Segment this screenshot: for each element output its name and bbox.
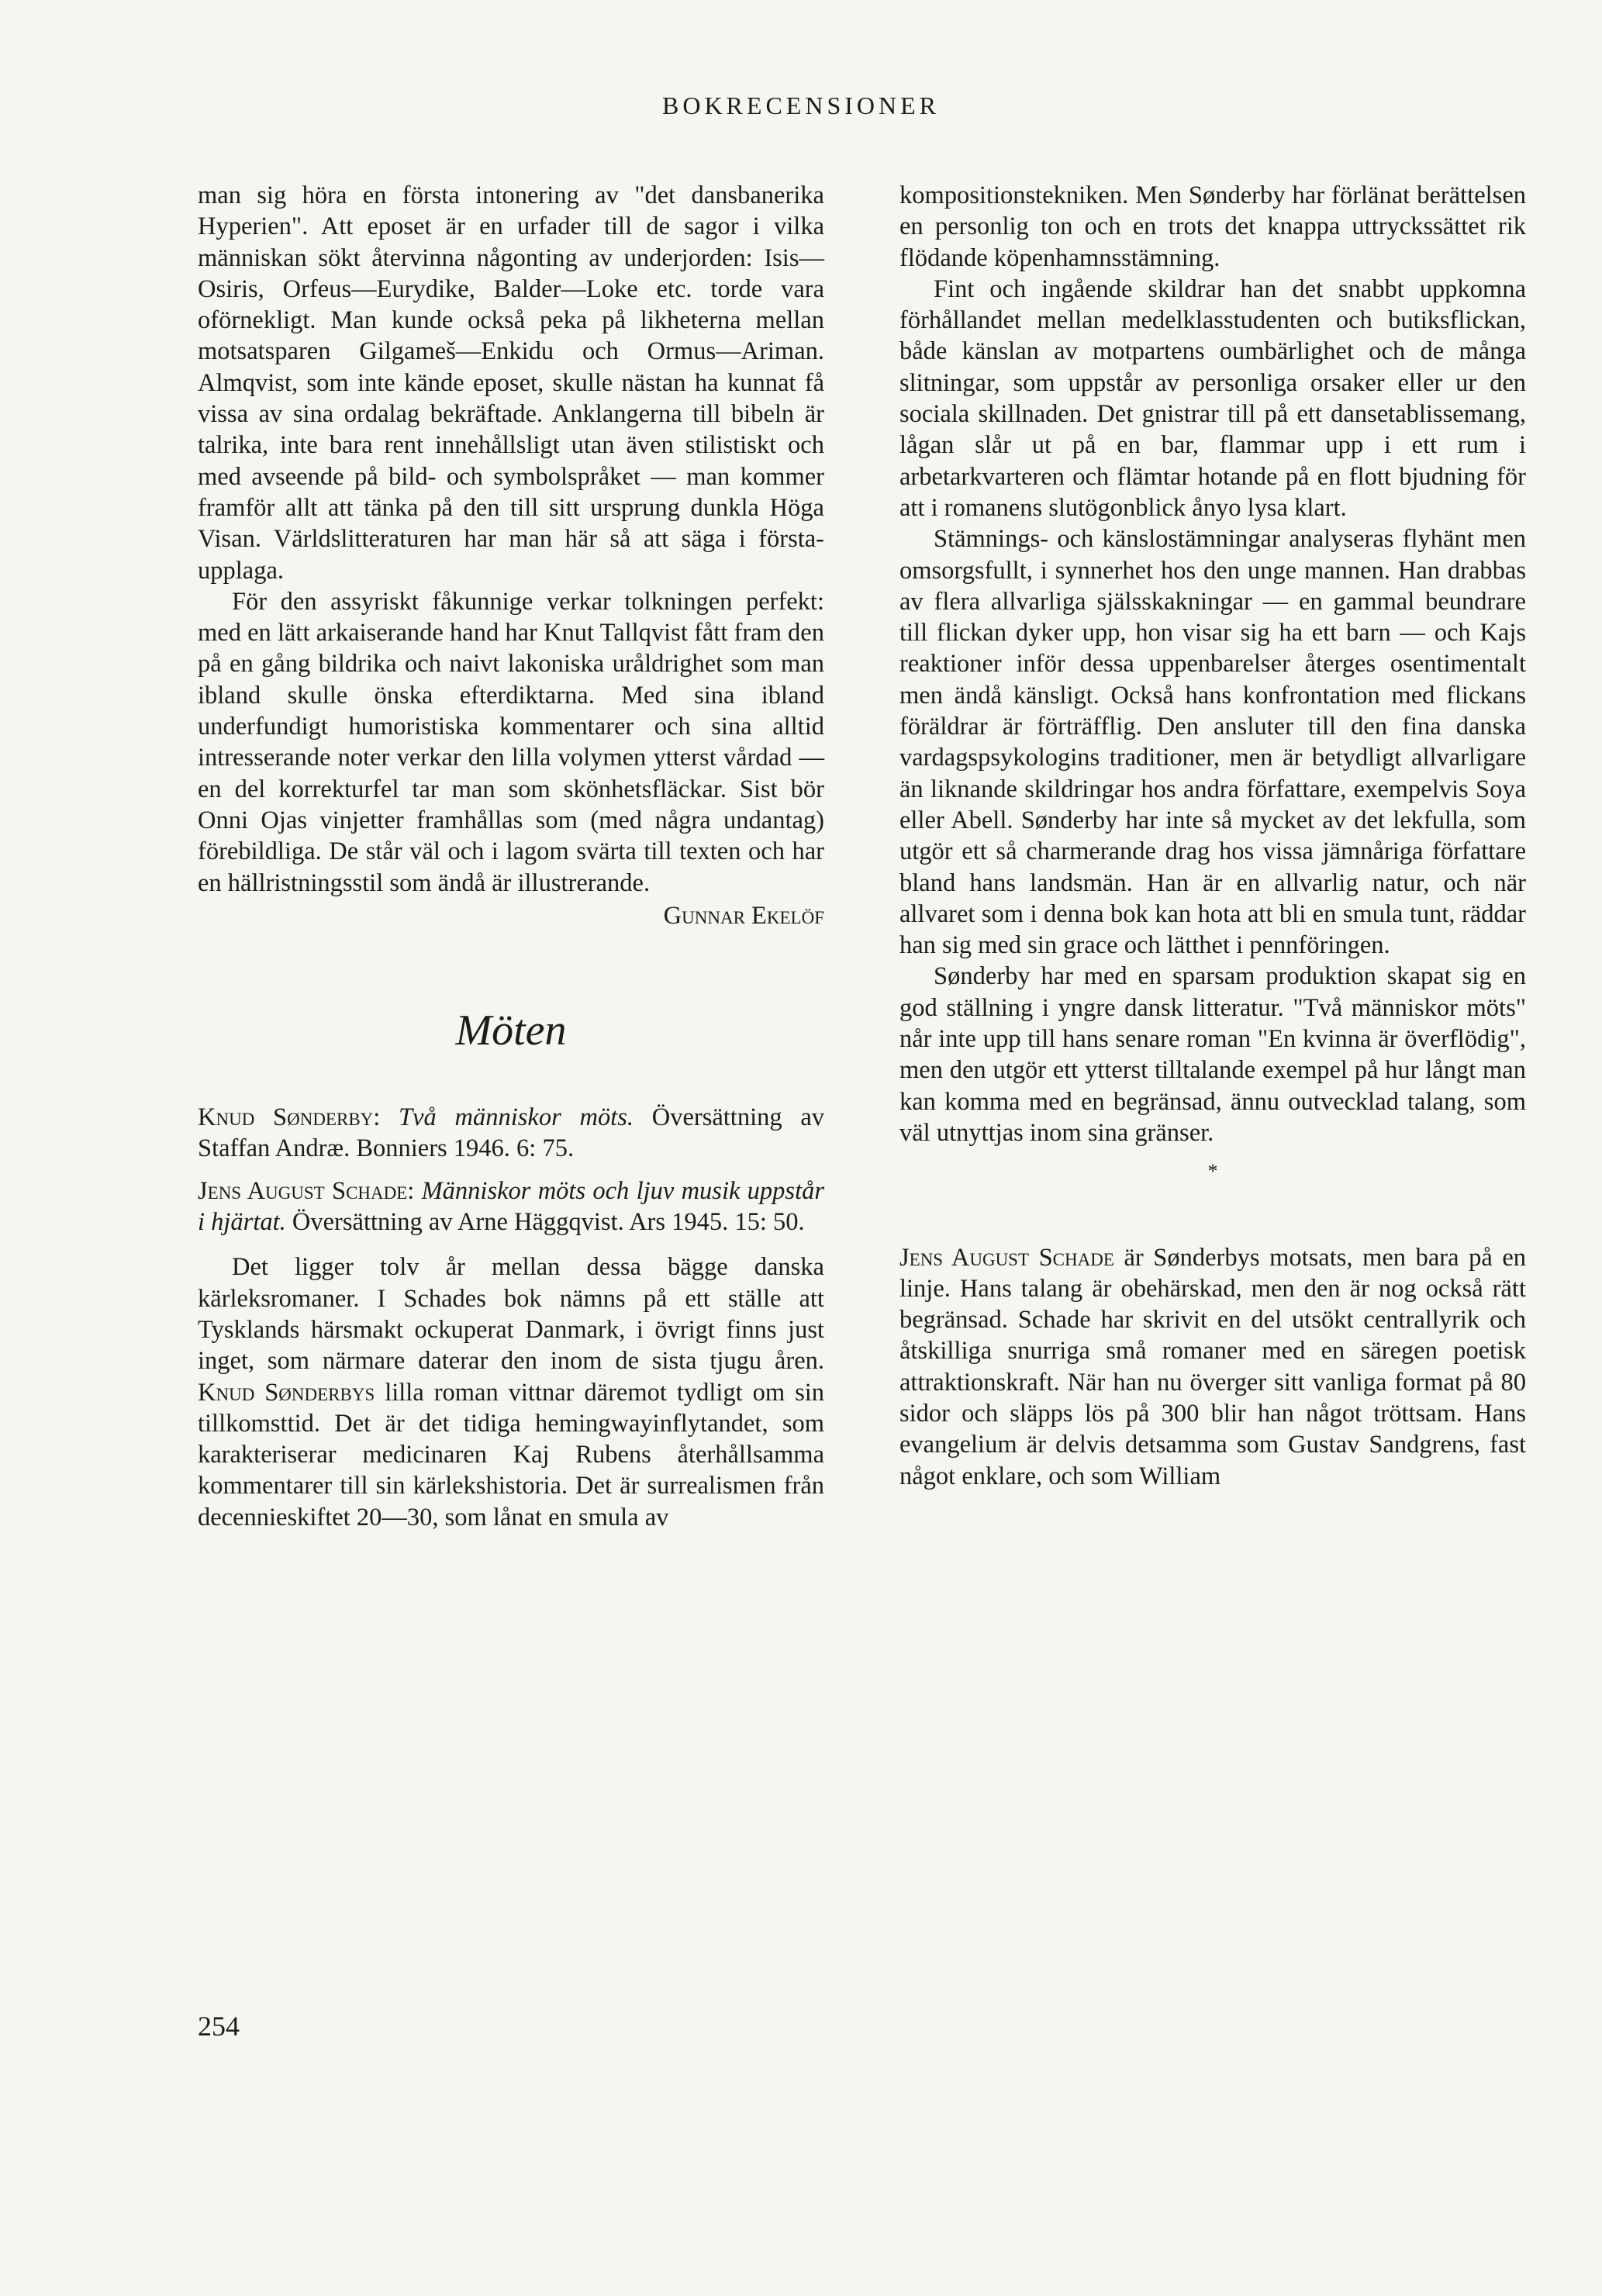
book-author: Knud Sønderby bbox=[198, 1103, 374, 1132]
reviewer-signature: Gunnar Ekelöf bbox=[663, 901, 824, 930]
review-paragraph: kompositionstekniken. Men Sønderby har förlänat berättelsen en personlig ton och en trots det knappa uttryckssättet rik flödande köpenhamnsstämning. bbox=[899, 181, 1526, 272]
review-paragraph: Fint och ingående skildrar han det snabbt uppkomna förhållandet mellan medelklasstudenten och butiksflickan, både känslan av motpartens oumbärlighet och de många slitningar, som uppstår av personliga orsaker eller ur den sociala skillnaden. Det gnistrar till på ett dansetablissemang, lågan slår ut på en bar, flammar upp i ett rum i arbetarkvarteren och flämtar hotande på en flott bjudning för att i romanens slutögonblick ånyo lysa klart. bbox=[899, 274, 1526, 522]
review-text: Det ligger tolv år mellan dessa bägge danska kärleksromaner. I Schades bok nämns på ett ställe att Tysklands härsmakt ockuperat Danmark, i övrigt finns just inget, som närmare daterar den inom de sista tjugu åren. bbox=[198, 1253, 824, 1376]
review-text: är Sønderbys motsats, men bara på en linje. Hans talang är obehärskad, men den är nog också rätt begränsad. Schade har skrivit en del utsökt centrallyrik och åtskilliga snurriga små romaner med en säregen poetisk attraktionskraft. När han nu överger sitt vanliga format på 80 sidor och släpps lös på 300 blir han något tröttsam. Hans evangelium är delvis detsamma som Gustav Sandgrens, fast något enklare, och som William bbox=[899, 1243, 1527, 1490]
review-paragraph: Sønderby har med en sparsam produktion skapat sig en god ställning i yngre dansk litteratur. "Två människor möts" når inte upp till hans senare roman "En kvinna är överflödig", men den utgör ett ytterst tilltalande exempel på hur långt man kan komma med en begränsad, ännu outvecklad talang, som väl utnyttjas inom sina gränser. bbox=[899, 962, 1526, 1147]
review-paragraph: man sig höra en första intonering av "det dansbanerika Hyperien". Att eposet är en urfader till de sagor i vilka människan sökt återvinna någonting av underjorden: Isis—Osiris, Orfeus—Eurydike, Balder—Loke etc. torde vara oförnekligt. Man kunde också peka på likheterna mellan motsatsparen Gilgameš—Enkidu och Ormus—Ariman. Almqvist, som inte kände eposet, skulle nästan ha kunnat få vissa av sina ordalag bekräftade. Anklangerna till bibeln är talrika, inte bara rent innehållsligt utan även stilistiskt och med avseende på bild- och symbolspråket — man kommer framför allt att tänka på den till sitt ursprung dunkla Höga Visan. Världslitteraturen har man här så att säga i första-upplaga. bbox=[198, 181, 824, 585]
author-name: Knud Sønderbys bbox=[198, 1378, 375, 1407]
right-column bbox=[899, 180, 1526, 1492]
review-paragraph: Stämnings- och känslostämningar analyseras flyhänt men omsorgsfullt, i synnerhet hos den unge mannen. Han drabbas av flera allvarliga själsskakningar — en gammal beundrare till flickan dyker upp, hon visar sig ha ett barn — och Kajs reaktioner inför dessa uppenbarelser återges osentimentalt men ändå känsligt. Också hans konfrontation med flickans föräldrar är förträfflig. Den ansluter till den fina danska vardagspsykologins traditioner, men är betydligt allvarligare än liknande skildringar hos andra författare, exempelvis Soya eller Abell. Sønderby har inte så mycket av det lekfulla, som utgör ett så charmerande drag hos vissa jämnåriga författare bland hans landsmän. Han är en allvarlig natur, och när allvaret som i denna bok kan hota att bli en smula tunt, räddar han sig med sin grace och lätthet i pennföringen. bbox=[899, 525, 1526, 960]
section-title: Möten bbox=[455, 1006, 567, 1055]
section-separator: * bbox=[1207, 1160, 1218, 1183]
book-title: Människor möts och ljuv musik uppstår i hjärtat. bbox=[198, 1176, 825, 1237]
running-header: BOKRECENSIONER bbox=[661, 91, 940, 119]
book-title: Två människor möts. bbox=[399, 1103, 634, 1132]
book-author: Jens August Schade bbox=[198, 1176, 408, 1205]
left-column bbox=[198, 180, 824, 1533]
review-paragraph bbox=[198, 1252, 824, 1533]
book-reference-1: Knud Sønderby: Två människor möts. Översättning av Staffan Andræ. Bonniers 1946. 6: 75. bbox=[198, 1103, 825, 1163]
book-details: Översättning av Arne Häggqvist. Ars 1945. 15: 50. bbox=[292, 1208, 805, 1237]
book-reference-2: Jens August Schade: Människor möts och ljuv musik uppstår i hjärtat. Översättning av Arne Häggqvist. Ars 1945. 15: 50. bbox=[198, 1176, 825, 1237]
review-paragraph bbox=[899, 1242, 1526, 1492]
review-paragraph: För den assyriskt fåkunnige verkar tolkningen perfekt: med en lätt arkaiserande hand har Knut Tallqvist fått fram den på en gång bildrika och naivt lakoniska uråldrighet som man ibland skulle önska efterdiktarna. Med sina ibland underfundigt humoristiska kommentarer och sina alltid intresserande noter verkar den lilla volymen ytterst vårdad — en del korrekturfel tar man som skönhetsfläckar. Sist bör Onni Ojas vinjetter framhållas som (med några undantag) förebildliga. De står väl och i lagom svärta till texten och har en hällristningsstil som ändå är illustrerande. bbox=[198, 587, 824, 897]
book-details: Översättning av Staffan Andræ. Bonniers 1946. 6: 75. bbox=[198, 1103, 825, 1163]
author-name: Jens August Schade bbox=[899, 1243, 1114, 1272]
page-number: 254 bbox=[198, 2011, 240, 2042]
review-text: lilla roman vittnar däremot tydligt om sin tillkomsttid. Det är det tidiga hemingwayinflytandet, som karakteriserar medicinaren Kaj Rubens återhållsamma kommentarer till sin kärlekshistoria. Det är surrealismen från decennieskiftet 20—30, som lånat en smula av bbox=[198, 1378, 825, 1531]
